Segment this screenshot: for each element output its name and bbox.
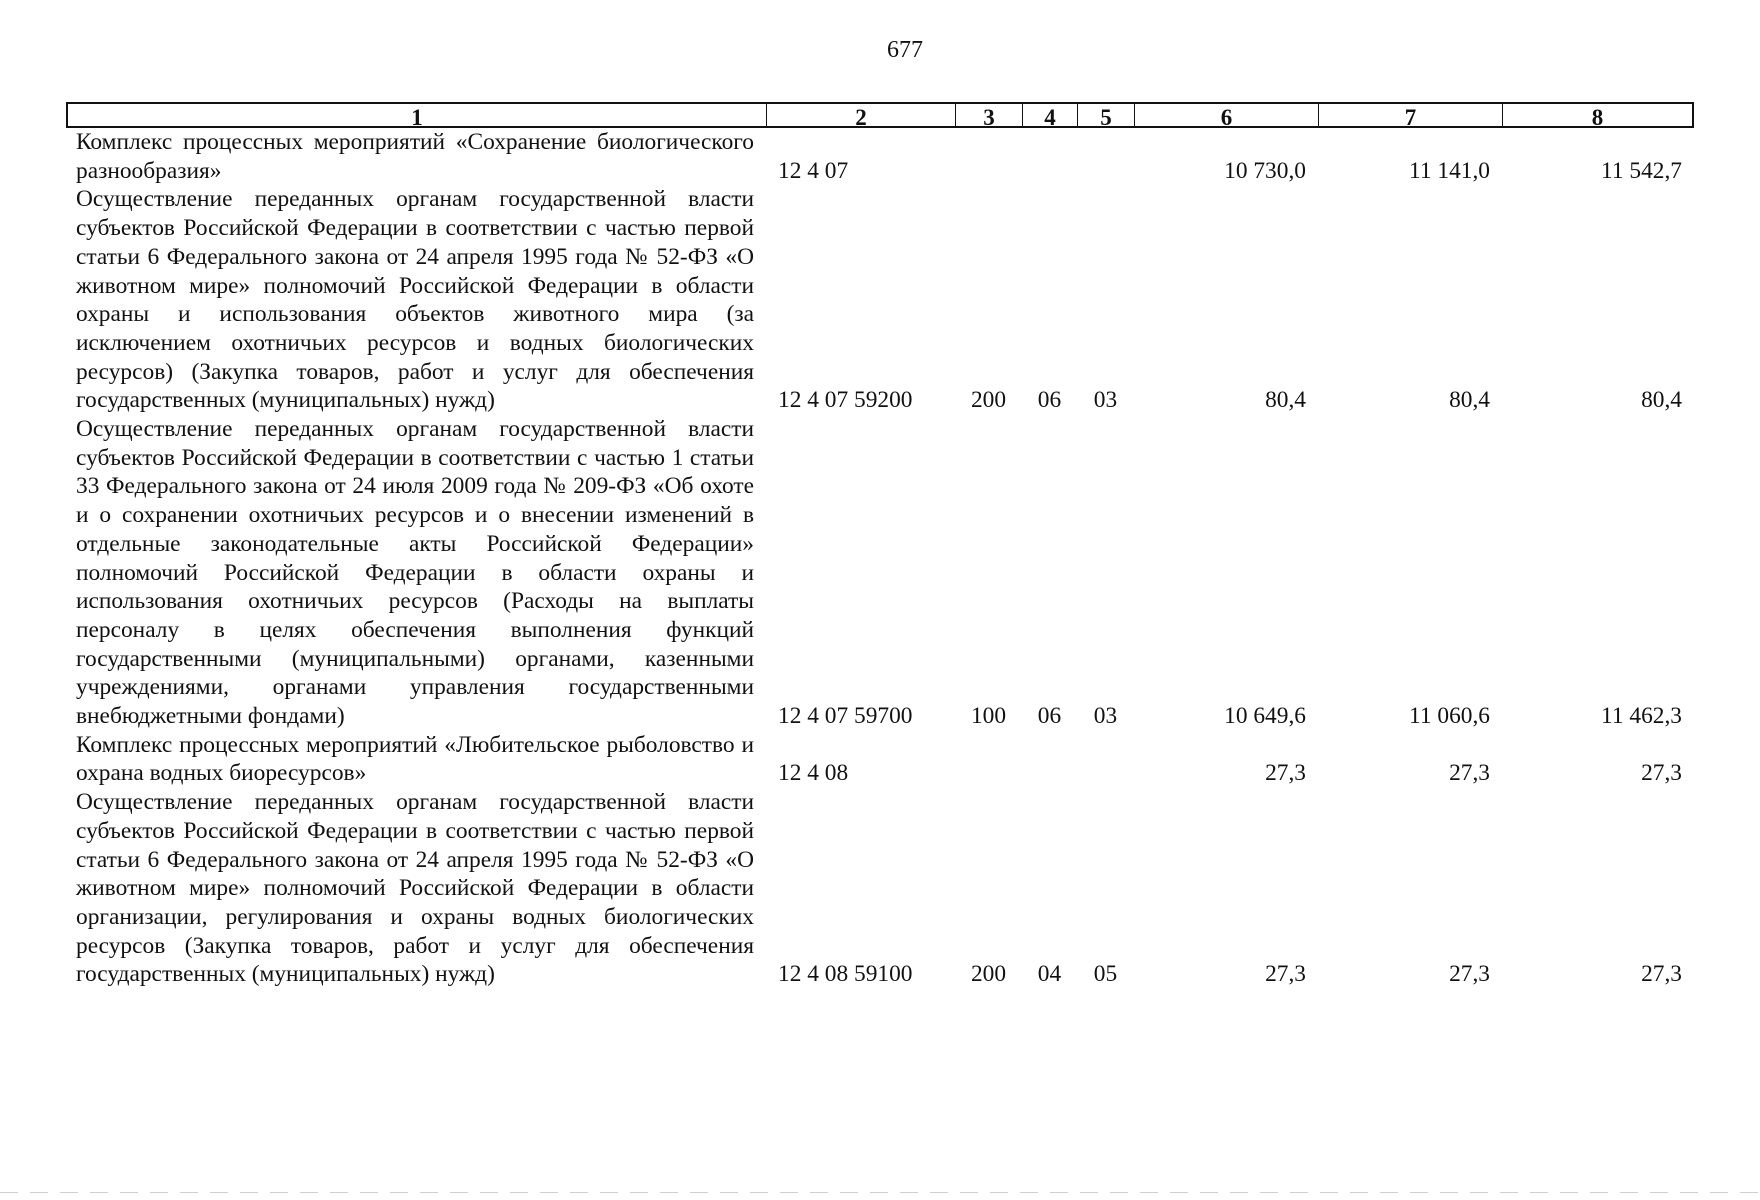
header-col-7: 7	[1318, 102, 1502, 128]
row-amount-col-7: 80,4	[1449, 387, 1490, 414]
row-subsection: 03	[1093, 387, 1118, 414]
header-col-6: 6	[1134, 102, 1318, 128]
row-subsection	[1077, 731, 1134, 788]
row-code: 12 4 07 59700	[778, 703, 913, 730]
row-amount-col-6: 10 730,0	[1224, 157, 1306, 184]
row-amount-col-6: 27,3	[1265, 760, 1306, 787]
row-description: Комплекс процессных мероприятий «Сохранение биологического разнообразия»	[76, 129, 754, 184]
row-amount-col-8: 27,3	[1641, 760, 1682, 787]
row-amount-col-6: 27,3	[1265, 961, 1306, 988]
row-expense-type	[955, 128, 1022, 185]
row-amount-col-7: 27,3	[1449, 760, 1490, 787]
row-amount-col-6: 10 649,6	[1224, 703, 1306, 730]
header-col-4: 4	[1022, 102, 1077, 128]
row-amount-col-7: 11 060,6	[1409, 703, 1490, 730]
row-section: 04	[1037, 961, 1062, 988]
header-col-1: 1	[66, 102, 766, 128]
budget-table	[66, 102, 1694, 989]
header-col-2: 2	[766, 102, 955, 128]
row-code: 12 4 07	[778, 157, 849, 184]
row-subsection: 05	[1093, 961, 1118, 988]
row-expense-type	[955, 731, 1022, 788]
row-code: 12 4 08	[778, 760, 849, 787]
row-description: Осуществление переданных органам государственной власти субъектов Российской Федерации в соответствии с частью 1 статьи 33 Федерального закона от 24 июля 2009 года № 209-ФЗ «Об охоте и о сохранении охотничьих ресурсов и о внесении изменений в отдельные законодательные акты Российской Федерации» полномочий Российской Федерации в области охраны и использования охотничьих ресурсов (Расходы на выплаты персоналу в целях обеспечения выполнения функций государственными (муниципальными) органами, казенными учреждениями, органами управления государственными внебюджетными фондами)	[76, 416, 754, 730]
row-section: 06	[1037, 703, 1062, 730]
row-description: Комплекс процессных мероприятий «Любительское рыболовство и охрана водных биоресурсов»	[76, 731, 754, 787]
row-description: Осуществление переданных органам государственной власти субъектов Российской Федерации в соответствии с частью первой статьи 6 Федерального закона от 24 апреля 1995 года № 52-ФЗ «О животном мире» полномочий Российской Федерации в области охраны и использования объектов животного мира (за исключением охотничьих ресурсов и водных биологических ресурсов) (Закупка товаров, работ и услуг для обеспечения государственных (муниципальных) нужд)	[76, 186, 754, 414]
row-section: 06	[1037, 387, 1062, 414]
row-amount-col-7: 27,3	[1449, 961, 1490, 988]
row-subsection	[1077, 128, 1134, 185]
row-amount-col-7: 11 141,0	[1409, 157, 1490, 184]
header-col-3: 3	[955, 102, 1022, 128]
row-expense-type: 200	[970, 387, 1007, 414]
row-amount-col-8: 27,3	[1641, 961, 1682, 988]
row-code: 12 4 08 59100	[778, 961, 913, 988]
scan-edge-artifact	[0, 1192, 1760, 1193]
row-expense-type: 100	[970, 703, 1007, 730]
row-amount-col-8: 11 542,7	[1601, 157, 1682, 184]
header-col-5: 5	[1077, 102, 1134, 128]
row-expense-type: 200	[970, 961, 1007, 988]
row-description: Осуществление переданных органам государственной власти субъектов Российской Федерации в соответствии с частью первой статьи 6 Федерального закона от 24 апреля 1995 года № 52-ФЗ «О животном мире» полномочий Российской Федерации в области организации, регулирования и охраны водных биологических ресурсов (Закупка товаров, работ и услуг для обеспечения государственных (муниципальных) нужд)	[76, 789, 754, 988]
row-section	[1022, 128, 1077, 185]
row-amount-col-8: 11 462,3	[1601, 703, 1682, 730]
header-col-8: 8	[1502, 102, 1694, 128]
row-section	[1022, 731, 1077, 788]
row-amount-col-8: 80,4	[1641, 387, 1682, 414]
row-code: 12 4 07 59200	[778, 387, 913, 414]
page-number: 677	[887, 37, 923, 63]
row-amount-col-6: 80,4	[1265, 387, 1306, 414]
row-subsection: 03	[1093, 703, 1118, 730]
